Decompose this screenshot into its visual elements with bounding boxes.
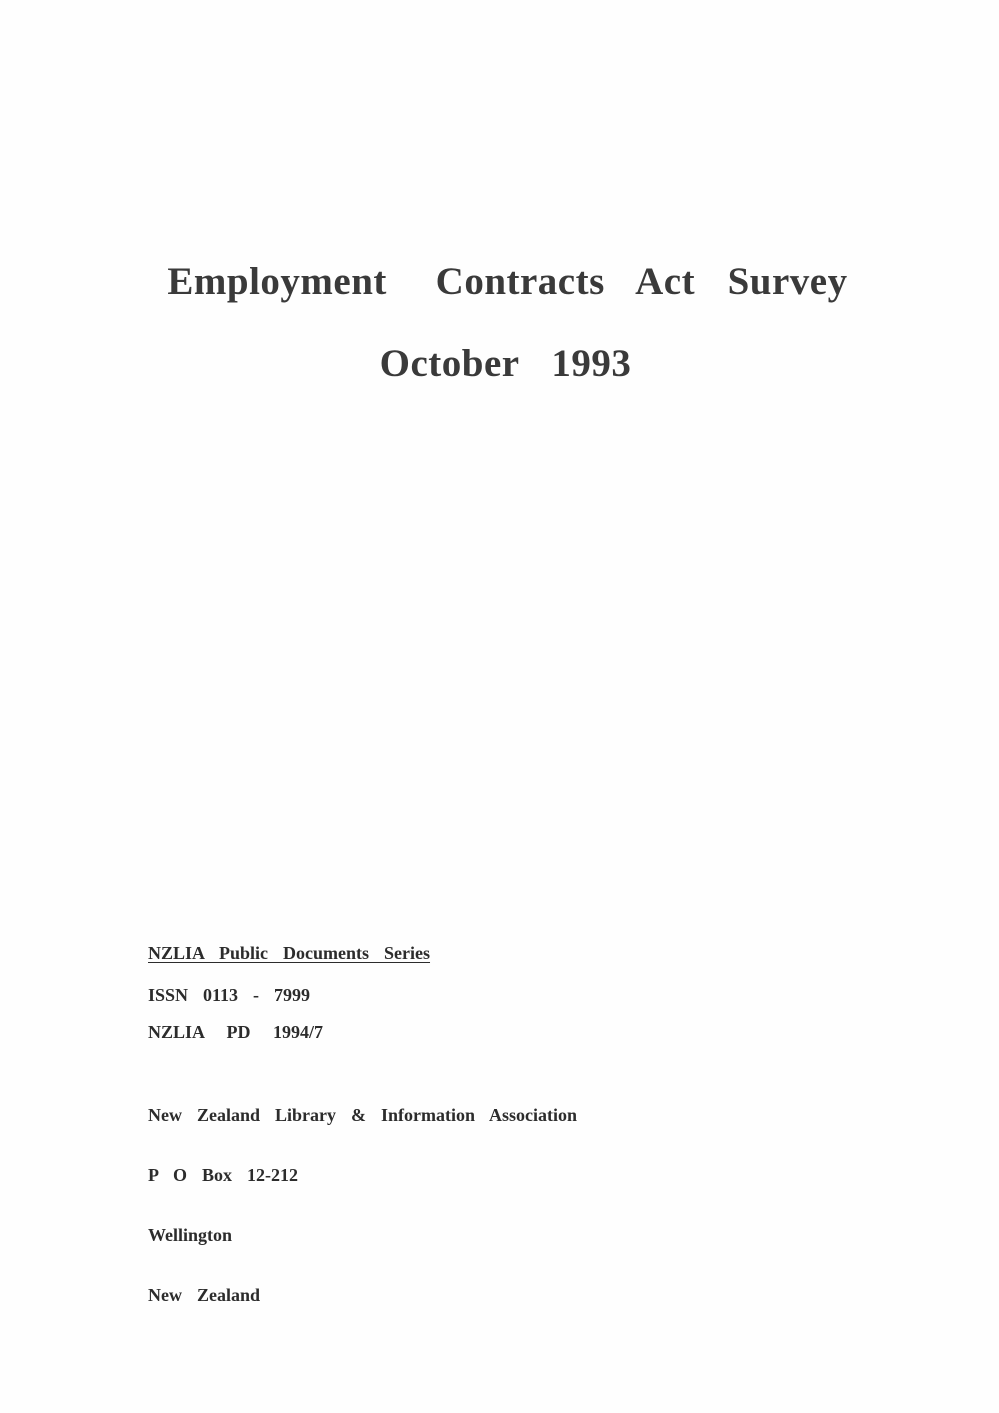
publisher-address [148, 1065, 577, 1345]
publisher-po-box: P O Box 12-212 [148, 1165, 299, 1185]
document-reference: NZLIA PD 1994/7 [148, 1022, 324, 1042]
publisher-country: New Zealand [148, 1285, 261, 1305]
publisher-name: New Zealand Library & Information Association [148, 1105, 578, 1125]
document-title: Employment Contracts Act Survey [167, 260, 848, 303]
series-name: NZLIA Public Documents Series [148, 943, 431, 963]
document-date: October 1993 [379, 342, 632, 385]
issn-number: ISSN 0113 - 7999 [148, 985, 311, 1005]
publisher-city: Wellington [148, 1225, 233, 1245]
